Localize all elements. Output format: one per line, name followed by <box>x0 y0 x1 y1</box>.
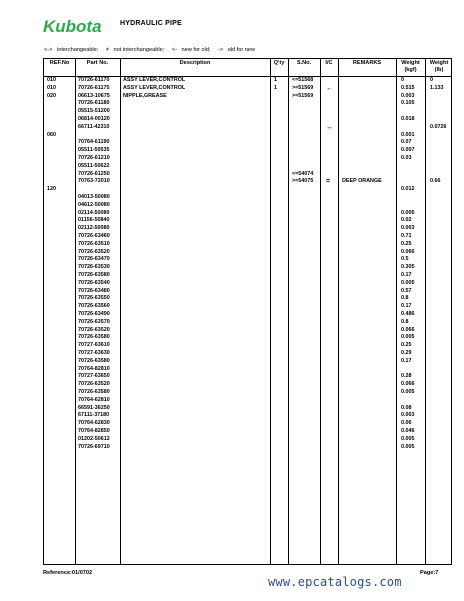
cell-part: 70726-63580 <box>78 357 110 364</box>
cell-part: 02114-50080 <box>78 209 110 216</box>
cell-wkg: 0.07 <box>401 139 412 146</box>
table-row <box>44 334 451 342</box>
cell-wkg: 0.305 <box>401 264 415 271</box>
cell-part: 70764-82850 <box>78 428 110 434</box>
cell-wlb: 0.0726 <box>430 123 447 130</box>
cell-part: 70727-63630 <box>78 350 110 356</box>
table-row <box>44 171 451 179</box>
cell-ref: 010 <box>47 84 56 91</box>
cell-part: 70764-62810 <box>78 396 110 403</box>
cell-part: 67111-37180 <box>78 412 110 419</box>
cell-part: 70726-63530 <box>78 264 110 271</box>
cell-wkg: 0.02 <box>401 217 412 224</box>
col-header-qty: Q'ty <box>273 60 285 66</box>
cell-part: 06814-00120 <box>78 116 110 122</box>
cell-ref: 060 <box>47 131 56 138</box>
table-row <box>44 155 451 163</box>
cell-wkg: 0.5 <box>401 256 409 263</box>
table-row <box>44 85 451 93</box>
table-row <box>44 178 451 186</box>
table-row <box>44 381 451 389</box>
table-row <box>44 428 451 436</box>
table-row <box>44 405 451 413</box>
cell-wkg: 0.046 <box>401 428 415 434</box>
cell-wkg: 0.005 <box>401 443 415 450</box>
cell-wkg: 0.25 <box>401 240 412 247</box>
cell-part: 70727-63650 <box>78 373 110 380</box>
cell-wkg: 0.012 <box>401 186 415 193</box>
table-row <box>44 295 451 303</box>
cell-wkg: 0.515 <box>401 84 415 91</box>
table-row <box>44 210 451 218</box>
table-row <box>44 194 451 202</box>
cell-part: 70726-63580 <box>78 389 110 395</box>
cell-ref: 020 <box>47 92 56 99</box>
cell-wkg: 0.005 <box>401 279 415 286</box>
cell-wkg: 0.018 <box>401 116 415 122</box>
table-row <box>44 225 451 233</box>
col-header-weight-kgf: Weight (kgf) <box>401 60 420 73</box>
cell-wkg: 0.066 <box>401 381 415 388</box>
cell-ref: 120 <box>47 186 56 193</box>
cell-wkg: 0.005 <box>401 435 415 442</box>
table-row <box>44 389 451 397</box>
cell-wkg: 0.003 <box>401 225 415 232</box>
cell-part: 70726-63550 <box>78 295 110 302</box>
table-row <box>44 163 451 171</box>
cell-ic: = <box>326 178 331 186</box>
table-row <box>44 139 451 147</box>
table-row <box>44 319 451 327</box>
cell-part: 70726-63520 <box>78 381 110 388</box>
cell-part: 05515-51200 <box>78 108 110 115</box>
cell-part: 02112-50080 <box>78 225 110 232</box>
legend-old-for-new: -> old for new <box>218 47 256 53</box>
table-row <box>44 358 451 366</box>
cell-wkg: 0.71 <box>401 233 412 239</box>
cell-remarks: DEEP ORANGE <box>342 178 382 185</box>
cell-part: 01202-50612 <box>78 435 110 442</box>
cell-wkg: 0.005 <box>401 389 415 395</box>
table-row <box>44 420 451 428</box>
table-row <box>44 186 451 194</box>
table-row <box>44 444 451 452</box>
col-header-weight-lb: Weight (lb) <box>429 60 449 73</box>
cell-part: 70764-82810 <box>78 365 110 372</box>
table-row <box>44 280 451 288</box>
cell-wkg: 0.17 <box>401 272 412 278</box>
legend-not-interchangeable: ≠ not interchangeable; <box>105 47 165 53</box>
cell-wkg: 0.001 <box>401 131 415 138</box>
arrow-left-icon: <- <box>171 47 177 53</box>
cell-part: 70726-63460 <box>78 233 110 239</box>
cell-desc: ASSY LEVER,CONTROL <box>123 77 186 83</box>
cell-part: 04612-50080 <box>78 201 110 208</box>
cell-wlb: 1.133 <box>430 84 444 91</box>
cell-wkg: 0.29 <box>401 350 412 356</box>
cell-part: 70726-63540 <box>78 279 110 286</box>
table-row <box>44 256 451 264</box>
table-row <box>44 108 451 116</box>
table-row <box>44 124 451 132</box>
cell-wkg: 0.066 <box>401 248 415 255</box>
table-row <box>44 77 451 85</box>
cell-part: 06613-10675 <box>78 92 110 99</box>
cell-wkg: 0.005 <box>401 334 415 341</box>
table-row <box>44 303 451 311</box>
cell-wkg: 0.105 <box>401 100 415 107</box>
cell-part: 70726-63520 <box>78 248 110 255</box>
cell-ic: ↔ <box>326 123 333 131</box>
cell-part: 66591-36250 <box>78 404 110 411</box>
page-number: Page:7 <box>420 570 439 576</box>
cell-wkg: 0.486 <box>401 311 415 317</box>
table-row <box>44 412 451 420</box>
cell-part: 70726-63490 <box>78 311 110 317</box>
col-header-remarks: REMARKS <box>352 60 382 66</box>
cell-wkg: 0.066 <box>401 326 415 333</box>
cell-wkg: 0.005 <box>401 209 415 216</box>
legend <box>44 47 261 53</box>
cell-wkg: 0.8 <box>401 295 409 302</box>
table-row <box>44 217 451 225</box>
table-row <box>44 288 451 296</box>
cell-part: 04013-50080 <box>78 194 110 200</box>
cell-part: 70726-61250 <box>78 170 110 177</box>
table-row <box>44 116 451 124</box>
cell-wkg: 0.28 <box>401 373 412 380</box>
cell-part: 70726-63520 <box>78 326 110 333</box>
cell-wkg: 0 <box>401 77 404 83</box>
cell-sno: >=51569 <box>292 92 314 99</box>
cell-ic: ← <box>326 84 333 92</box>
legend-interchangeable: <-> interchangeable; <box>44 47 99 53</box>
cell-wkg: 0.8 <box>401 318 409 325</box>
table-row <box>44 397 451 405</box>
cell-wkg: 0.17 <box>401 357 412 364</box>
table-row <box>44 373 451 381</box>
cell-wlb: 0.66 <box>430 178 441 185</box>
cell-part: 70727-63610 <box>78 342 110 349</box>
table-row <box>44 249 451 257</box>
table-row <box>44 93 451 101</box>
table-row <box>44 202 451 210</box>
reference-number: Reference:01/0702 <box>43 570 93 576</box>
cell-part: 05511-50535 <box>78 147 110 154</box>
table-row <box>44 147 451 155</box>
cell-part: 70764-61190 <box>78 139 110 146</box>
cell-part: 66711-42310 <box>78 123 110 130</box>
cell-wkg: 0.06 <box>401 420 412 427</box>
col-header-description: Description <box>179 60 211 66</box>
col-header-ic: I/C <box>325 60 333 66</box>
cell-part: 70726-69710 <box>78 443 110 450</box>
table-row <box>44 272 451 280</box>
cell-part: 70763-72010 <box>78 178 110 185</box>
cell-wlb: 0 <box>430 77 433 83</box>
cell-wkg: 0.08 <box>401 404 412 411</box>
table-row <box>44 264 451 272</box>
table-row <box>44 241 451 249</box>
interchangeable-icon: <-> <box>44 47 53 53</box>
cell-part: 70726-61210 <box>78 155 110 161</box>
cell-desc: NIPPLE,GREASE <box>123 92 167 99</box>
cell-qty: 1 <box>274 77 277 83</box>
svg-text:Kubota: Kubota <box>43 17 102 36</box>
cell-wkg: 0.007 <box>401 147 415 154</box>
cell-wkg: 0.17 <box>401 303 412 310</box>
table-row <box>44 342 451 350</box>
cell-part: 70764-62830 <box>78 420 110 427</box>
cell-wkg: 0.03 <box>401 155 412 161</box>
col-header-sno: S.No. <box>296 60 312 66</box>
table-row <box>44 132 451 140</box>
cell-part: 70726-61170 <box>78 77 110 83</box>
cell-qty: 1 <box>274 84 277 91</box>
cell-part: 70726-63480 <box>78 287 110 294</box>
cell-part: 70726-63580 <box>78 272 110 278</box>
table-row <box>44 233 451 241</box>
page-title: HYDRAULIC PIPE <box>120 20 182 27</box>
cell-sno: <=54074 <box>292 170 314 177</box>
kubota-logo <box>43 16 113 36</box>
cell-part: 01156-50840 <box>78 217 110 224</box>
cell-part: 70726-63560 <box>78 303 110 310</box>
arrow-right-icon: -> <box>218 47 224 53</box>
col-header-ref: REF.No <box>49 60 70 66</box>
table-row <box>44 350 451 358</box>
table-row <box>44 327 451 335</box>
table-row <box>44 100 451 108</box>
parts-table <box>43 58 452 565</box>
cell-wkg: 0.003 <box>401 412 415 419</box>
watermark: www.epcatalogs.com <box>268 575 402 589</box>
cell-part: 70726-63510 <box>78 240 110 247</box>
cell-sno: >=54075 <box>292 178 314 185</box>
cell-wkg: 0.003 <box>401 92 415 99</box>
table-row <box>44 311 451 319</box>
cell-part: 70726-63580 <box>78 334 110 341</box>
col-header-part: Part No. <box>86 60 109 66</box>
cell-sno: <=51568 <box>292 77 314 83</box>
table-row <box>44 436 451 444</box>
cell-part: 70726-61180 <box>78 100 110 107</box>
cell-desc: ASSY LEVER,CONTROL <box>123 84 186 91</box>
cell-ref: 010 <box>47 77 56 83</box>
cell-part: 05511-50622 <box>78 162 110 169</box>
cell-part: 70726-63470 <box>78 256 110 263</box>
cell-part: 70726-63570 <box>78 318 110 325</box>
cell-wkg: 0.25 <box>401 342 412 349</box>
table-row <box>44 366 451 374</box>
cell-wkg: 0.57 <box>401 287 412 294</box>
cell-part: 70726-61175 <box>78 84 110 91</box>
cell-sno: >=51569 <box>292 84 314 91</box>
not-equal-icon: ≠ <box>105 47 109 53</box>
legend-new-for-old: <- new for old; <box>171 47 211 53</box>
